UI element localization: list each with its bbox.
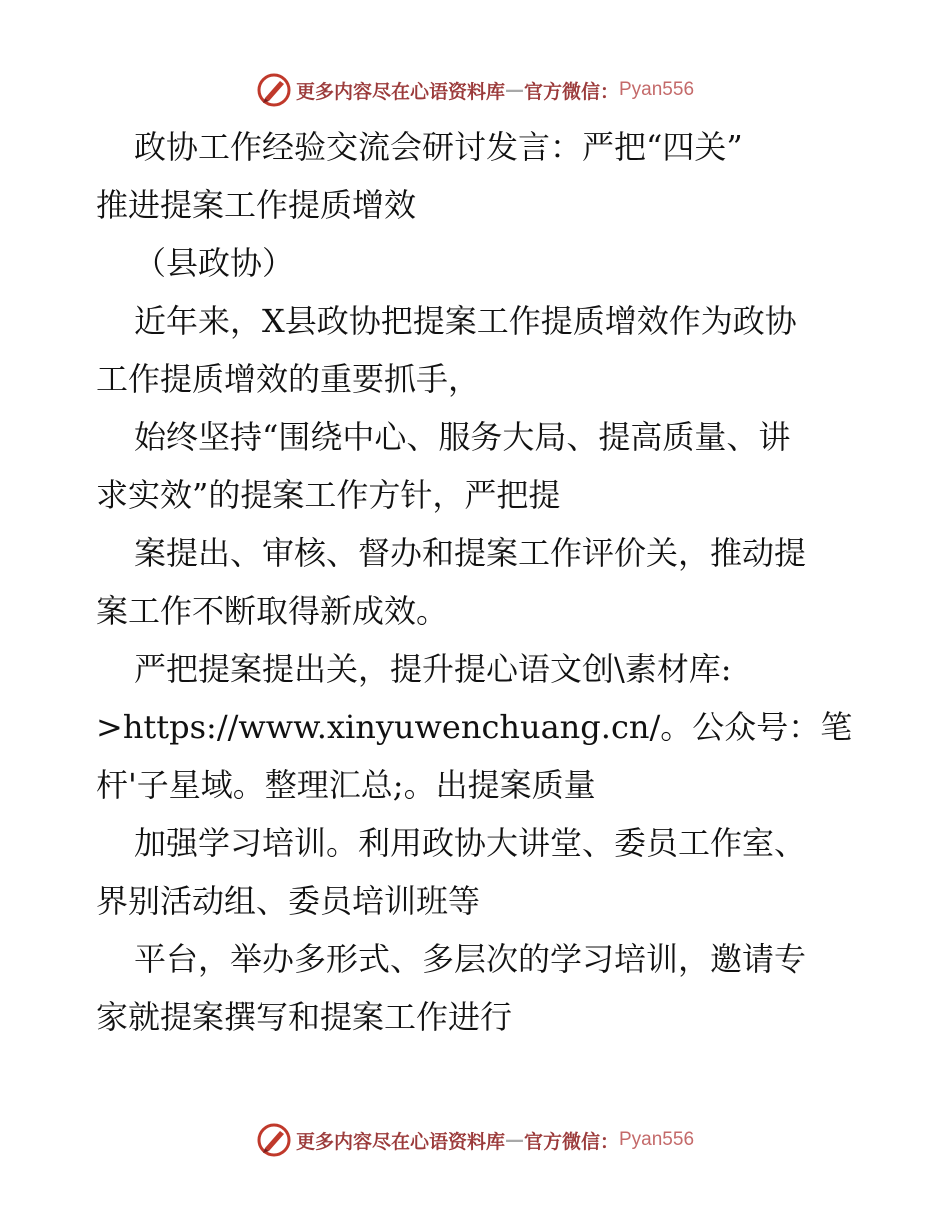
- header-banner: [0, 70, 950, 110]
- footer-banner-id: Pyan556: [619, 1129, 695, 1150]
- header-banner-id: Pyan556: [619, 79, 695, 100]
- footer-banner: [0, 1120, 950, 1160]
- header-banner-separator: —: [504, 79, 524, 101]
- paragraph-line: 工作提质增效的重要抓手，: [96, 360, 481, 398]
- paragraph-line: 杆'子星域。整理汇总;。出提案质量: [96, 766, 596, 804]
- paragraph-line: 平台，举办多形式、多层次的学习培训，邀请专: [134, 940, 807, 978]
- paragraph-line: >https://www.xinyuwenchuang.cn/。公众号：笔: [96, 708, 853, 746]
- paragraph-line: 加强学习培训。利用政协大讲堂、委员工作室、: [134, 824, 807, 862]
- footer-banner-contact: 官方微信：: [523, 1130, 619, 1153]
- paragraph-line: 始终坚持“围绕中心、服务大局、提高质量、讲: [134, 418, 791, 456]
- paragraph-line: 家就提案撰写和提案工作进行: [96, 998, 513, 1036]
- author-line: （县政协）: [134, 244, 295, 282]
- paragraph-line: 严把提案提出关，提升提心语文创\素材库:: [134, 650, 732, 688]
- paragraph-line: 界别活动组、委员培训班等: [96, 882, 481, 920]
- header-banner-contact: 官方微信：: [523, 80, 619, 103]
- paragraph-line: 案工作不断取得新成效。: [96, 592, 449, 630]
- footer-banner-separator: —: [504, 1129, 524, 1151]
- footer-banner-text: 更多内容尽在心语资料库: [295, 1130, 505, 1153]
- paragraph-line: 求实效”的提案工作方针，严把提: [96, 476, 561, 514]
- pen-circle-logo-icon: [256, 72, 292, 108]
- title-line-2: 推进提案工作提质增效: [96, 186, 417, 224]
- pen-circle-logo-icon: [256, 1122, 292, 1158]
- title-line-1: 政协工作经验交流会研讨发言：严把“四关”: [134, 128, 743, 166]
- paragraph-line: 近年来，X县政协把提案工作提质增效作为政协: [134, 302, 797, 340]
- header-banner-text: 更多内容尽在心语资料库: [295, 80, 505, 103]
- paragraph-line: 案提出、审核、督办和提案工作评价关，推动提: [134, 534, 807, 572]
- document-body: [96, 118, 856, 1046]
